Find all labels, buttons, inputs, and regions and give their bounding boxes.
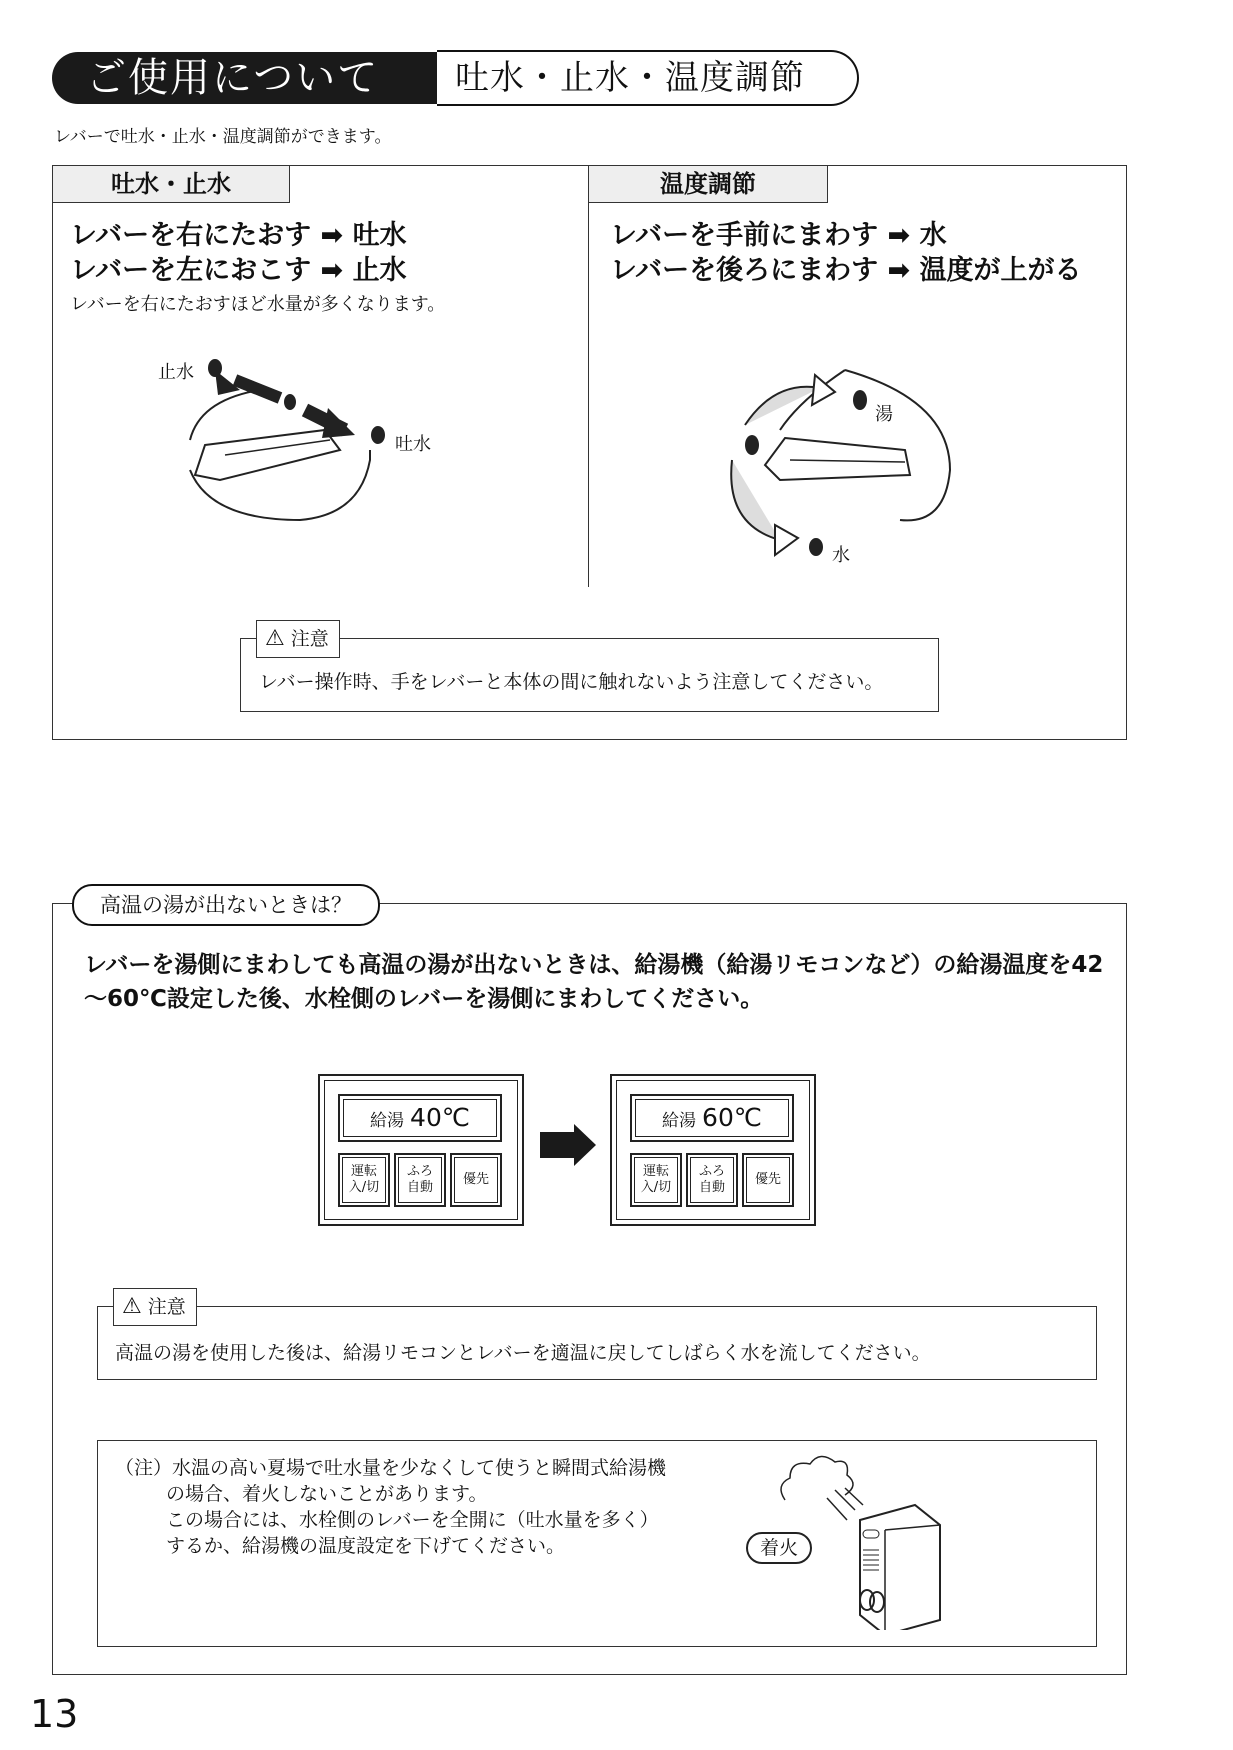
warning-icon: ⚠ <box>122 1294 142 1319</box>
warning-icon: ⚠ <box>265 626 285 651</box>
power-button: 運転 入/切 <box>338 1153 390 1207</box>
tab-spout-stop: 吐水・止水 <box>53 166 290 203</box>
label-spout: 吐水 <box>395 434 431 455</box>
ignition-label: 着火 <box>746 1532 812 1564</box>
arrow-right-icon <box>540 1132 578 1158</box>
caution-text-1: レバー操作時、手をレバーと本体の間に触れないよう注意してください。 <box>259 671 884 693</box>
remote-before <box>318 1074 524 1226</box>
bath-auto-button: ふろ 自動 <box>394 1153 446 1207</box>
left-note: レバーを右にたおすほど水量が多くなります。 <box>70 294 446 315</box>
remote-display-after: 給湯 60℃ <box>630 1094 794 1142</box>
caution-tab-1: ⚠ 注意 <box>256 620 340 658</box>
arrow-head <box>574 1124 596 1166</box>
section-subtitle: 吐水・止水・温度調節 <box>437 50 859 106</box>
arrow-right-icon: ➡ <box>887 220 911 251</box>
right-line-1: レバーを手前にまわす ➡ 水 <box>610 220 947 251</box>
priority-button: 優先 <box>742 1153 794 1207</box>
lever-rotate-illustration <box>720 360 980 570</box>
note-line-2: の場合、着火しないことがあります。 <box>166 1483 488 1505</box>
arrow-right-icon: ➡ <box>320 220 344 251</box>
note-line-1: （注）水温の高い夏場で吐水量を少なくして使うと瞬間式給湯機 <box>115 1457 667 1479</box>
caution-text-2: 高温の湯を使用した後は、給湯リモコンとレバーを適温に戻してしばらく水を流してください。 <box>115 1342 931 1364</box>
note-line-4: するか、給湯機の温度設定を下げてください。 <box>166 1535 566 1557</box>
left-line-1: レバーを右にたおす ➡ 吐水 <box>70 220 407 251</box>
label-cold: 水 <box>832 545 850 566</box>
label-hot: 湯 <box>875 404 893 425</box>
bath-auto-button: ふろ 自動 <box>686 1153 738 1207</box>
intro-text: レバーで吐水・止水・温度調節ができます。 <box>54 127 392 147</box>
remote-display-before: 給湯 40℃ <box>338 1094 502 1142</box>
caution-tab-2: ⚠ 注意 <box>113 1288 197 1326</box>
label-stop: 止水 <box>158 362 194 383</box>
panel-divider <box>588 165 589 587</box>
priority-button: 優先 <box>450 1153 502 1207</box>
arrow-right-icon: ➡ <box>887 255 911 286</box>
tab-temperature: 温度調節 <box>589 166 828 203</box>
left-line-2: レバーを左におこす ➡ 止水 <box>70 255 407 286</box>
section2-title: 高温の湯が出ないときは？ <box>72 884 380 926</box>
right-line-2: レバーを後ろにまわす ➡ 温度が上がる <box>610 255 1082 286</box>
arrow-right-icon: ➡ <box>320 255 344 286</box>
remote-after <box>610 1074 816 1226</box>
note-line-3: この場合には、水栓側のレバーを全開に（吐水量を多く） <box>166 1509 659 1531</box>
page-number: 13 <box>30 1692 79 1736</box>
section-title: ご使用について <box>52 52 437 104</box>
power-button: 運転 入/切 <box>630 1153 682 1207</box>
section2-paragraph: レバーを湯側にまわしても高温の湯が出ないときは、給湯機（給湯リモコンなど）の給湯温度を42～60℃設定した後、水栓側のレバーを湯側にまわしてください。 <box>84 952 1104 1012</box>
